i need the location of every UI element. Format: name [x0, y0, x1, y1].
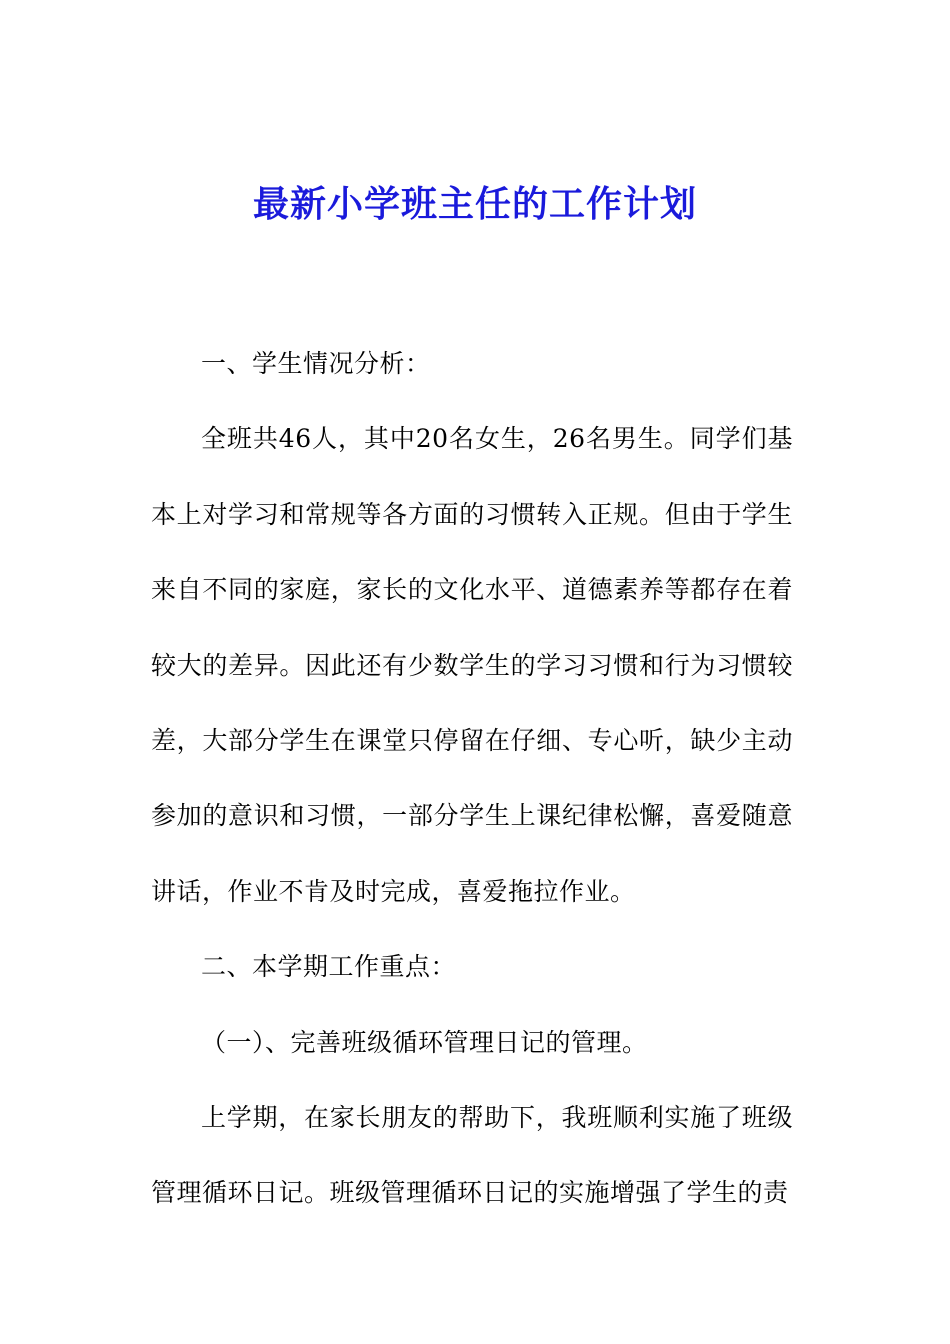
section-heading-student-analysis: 一、学生情况分析： [201, 349, 431, 378]
document-title: 最新小学班主任的工作计划 [252, 183, 697, 225]
paragraph-student-situation: 全班共46人，其中20名女生，26名男生。同学们基本上对学习和常规等各方面的习惯转入正规。但由于学生来自不同的家庭，家长的文化水平、道德素养等都存在着较大的差异。因此还有少数学生的学习习惯和行为习惯较差，大部分学生在课堂只停留在仔细、专心听，缺少主动参加的意识和习惯，一部分学生上课纪律松懈，喜爱随意讲话，作业不肯及时完成，喜爱拖拉作业。 [151, 424, 793, 906]
section-heading-work-focus: 二、本学期工作重点： [201, 952, 457, 982]
subsection-heading-cycle-diary: （一）、完善班级循环管理日记的管理。 [201, 1027, 648, 1057]
document-body [151, 326, 793, 1231]
paragraph-cycle-diary: 上学期，在家长朋友的帮助下，我班顺利实施了班级管理循环日记。班级管理循环日记的实施增强了学生的责 [151, 1103, 793, 1208]
